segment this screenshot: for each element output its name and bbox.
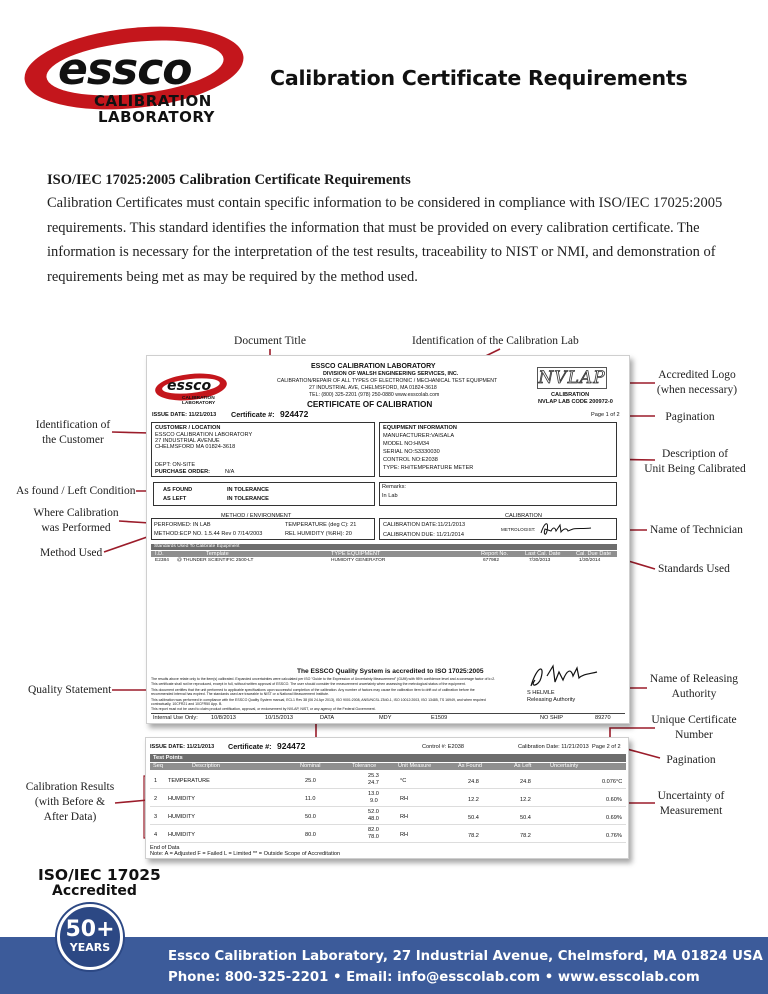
callout-description-unit <box>640 447 750 477</box>
callout-as-found: As found / Left Condition <box>16 485 136 497</box>
technician-signature <box>537 519 595 539</box>
standards-bar-label: Standards Used To Calibrate Equipment <box>154 544 240 549</box>
cert-number: 924472 <box>280 409 309 419</box>
row-uncertainty: 0.60% <box>606 797 622 803</box>
remarks-label: Remarks: <box>382 484 406 490</box>
row-description: TEMPERATURE <box>168 778 210 784</box>
std-col-id: I.D. <box>155 551 164 557</box>
internal-3: DATA <box>320 715 335 721</box>
cert-logo-word: essco <box>167 378 212 394</box>
row-unit: °C <box>400 778 407 784</box>
row-seq: 4 <box>154 832 158 838</box>
row-tolerance-high: 13.0 <box>368 791 379 797</box>
callout-accredited-logo-line1: Accredited Logo <box>658 369 736 381</box>
nvlap-logo: NVLAP <box>538 368 606 388</box>
row-as-found: 78.2 <box>468 833 479 839</box>
callout-releasing-authority <box>644 672 744 702</box>
std-template: @ THUNDER SCIENTIFIC 2500-LT <box>177 558 254 563</box>
row-seq: 1 <box>154 778 158 784</box>
intro-heading: ISO/IEC 17025:2005 Calibration Certificate Requirements <box>47 172 411 188</box>
internal-7: 89270 <box>595 715 611 721</box>
cert-services: CALIBRATION/REPAIR OF ALL TYPES OF ELECTRONIC / MECHANICAL TEST EQUIPMENT <box>277 378 498 384</box>
row-nominal: 80.0 <box>305 832 316 838</box>
logo-line-2: LABORATORY <box>98 108 215 126</box>
customer-line-3: CHELMSFORD MA 01824-3618 <box>155 444 236 450</box>
callout-unique-certificate-line2: Number <box>675 729 713 741</box>
row-as-found: 12.2 <box>468 797 479 803</box>
as-left-label: AS LEFT <box>163 496 187 502</box>
equipment-control: CONTROL NO:E2038 <box>383 457 438 463</box>
fifty-years-badge <box>57 904 123 970</box>
cert2-number-label: Certificate #: <box>228 742 272 751</box>
callout-accredited-logo <box>652 368 742 398</box>
logo-line-1: CALIBRATION <box>94 92 212 110</box>
quality-text-6: contractually, 10CFR21 and 10CFR50 App. B. <box>151 702 223 706</box>
condition-box <box>153 482 375 506</box>
method: METHOD:ECP NO. 1.5.44 Rev 0 7/14/2003 <box>154 531 263 537</box>
signer-name: S HELMLE <box>527 690 555 696</box>
callout-identification-lab: Identification of the Calibration Lab <box>412 335 579 347</box>
calibration-heading: CALIBRATION <box>505 513 542 519</box>
quality-text-5: This calibration was performed in compliance with the ESSCO Quality System manual, ECL1 Rev 38 (06 24 Apr 2013), ISO 9001:2008, ANSI/NCSL Z540-1, ISO 10012:2003, ISO 13485, TS 16949, and when required <box>151 698 486 702</box>
nvlap-code: NVLAP LAB CODE 200972-0 <box>538 399 613 405</box>
callout-quality-statement: Quality Statement <box>28 684 112 696</box>
cert2-cal-date: Calibration Date: 11/21/2013 <box>518 744 589 750</box>
test-points-bar <box>150 754 626 762</box>
metrologist-label: METROLOGIST: <box>501 527 536 532</box>
std-col-last: Last Cal. Date <box>525 551 561 557</box>
logo-word: essco <box>58 44 192 95</box>
callout-identification-customer-line2: the Customer <box>42 434 104 446</box>
nvlap-calibration: CALIBRATION <box>551 392 590 398</box>
customer-dept: DEPT: ON-SITE <box>155 462 196 468</box>
cert-division: DIVISION OF WALSH ENGINEERING SERVICES, INC. <box>323 371 459 377</box>
remarks-box <box>379 482 617 506</box>
calibration-date: CALIBRATION DATE:11/21/2013 <box>383 522 466 528</box>
table-row <box>150 790 626 807</box>
callout-identification-customer-line1: Identification of <box>35 419 111 431</box>
cert2-control: Control #: E2038 <box>422 744 464 750</box>
std-col-type: TYPE EQUIPMENT <box>331 551 381 557</box>
callout-identification-customer <box>28 418 118 448</box>
row-tolerance-high: 82.0 <box>368 827 379 833</box>
internal-2: 10/15/2013 <box>265 715 293 721</box>
customer-line-2: 27 INDUSTRIAL AVENUE <box>155 438 220 444</box>
purchase-order-label: PURCHASE ORDER: <box>155 469 211 475</box>
internal-6: NO SHIP <box>540 715 564 721</box>
equipment-model: MODEL NO:HM34 <box>383 441 430 447</box>
footer-contact: Phone: 800-325-2201 • Email: info@esscolab.com • www.esscolab.com <box>168 970 700 985</box>
row-tolerance-low: 24.7 <box>368 780 379 786</box>
col-as-left: As Left <box>514 763 532 769</box>
page-title: Calibration Certificate Requirements <box>270 66 688 90</box>
callout-document-title: Document Title <box>234 335 306 347</box>
cert2-issue-date: ISSUE DATE: 11/21/2013 <box>150 744 215 750</box>
callout-unique-certificate-line1: Unique Certificate <box>651 714 737 726</box>
table-row <box>150 808 626 825</box>
std-col-due: Cal. Due Date <box>576 551 612 557</box>
customer-line-1: ESSCO CALIBRATION LABORATORY <box>155 432 253 438</box>
row-tolerance-low: 48.0 <box>368 816 379 822</box>
callout-uncertainty <box>646 789 736 819</box>
as-left-value: IN TOLERANCE <box>227 496 269 502</box>
row-unit: RH <box>400 832 409 838</box>
badge-number: 50+ <box>65 917 115 942</box>
calibration-due: CALIBRATION DUE: 11/21/2014 <box>383 532 464 538</box>
col-unit: Unit Measure <box>398 763 432 769</box>
col-nominal: Nominal <box>300 763 321 769</box>
releasing-authority: Releasing Authority <box>527 697 576 703</box>
row-as-left: 24.8 <box>520 779 531 785</box>
row-as-left: 12.2 <box>520 797 531 803</box>
std-type: HUMIDITY GENERATOR <box>331 558 386 563</box>
row-description: HUMIDITY <box>168 832 196 838</box>
humidity: REL HUMIDITY (%RH): 20 <box>285 531 352 537</box>
cert-lab-name: ESSCO CALIBRATION LABORATORY <box>311 363 436 370</box>
row-nominal: 11.0 <box>305 796 316 802</box>
callout-releasing-authority-line1: Name of Releasing <box>649 673 739 685</box>
callout-releasing-authority-line2: Authority <box>671 688 717 700</box>
cert-pagination: Page 1 of 2 <box>591 412 620 418</box>
internal-1: 10/8/2013 <box>211 715 236 721</box>
certificate-page-1 <box>146 355 630 724</box>
row-nominal: 50.0 <box>305 814 316 820</box>
cert-logo-line-1: CALIBRATION <box>182 396 215 401</box>
table-row <box>150 772 626 789</box>
quality-text-3: This document certifies that the unit performed to applicable specifications upon successful completion of the calibration. Any number of factors may cause the calibration item to drift out of calibration before the <box>151 688 475 692</box>
quality-text-7: This report must not be used to claim product certification, approval, or endorsement by NVLAP, NIST, or any agency of the Federal Government. <box>151 707 376 711</box>
callout-where-calibration-line1: Where Calibration <box>33 507 119 519</box>
callout-description-unit-line1: Description of <box>661 448 729 460</box>
cert-logo-line-2: LABORATORY <box>182 401 216 406</box>
releasing-signature <box>525 662 605 692</box>
callout-description-unit-line2: Unit Being Calibrated <box>644 463 746 475</box>
callout-pagination-1: Pagination <box>665 411 715 423</box>
row-as-left: 50.4 <box>520 815 531 821</box>
cert2-number: 924472 <box>277 741 306 751</box>
std-id: E2384 <box>155 558 169 563</box>
quality-text-1: The results above relate only to the item(s) calibrated. Expanded uncertainties were calculated per ISO "Guide to the Expression of Uncertainty Measurement" (GUM) with 95% confidence level and a coverage factor of k=2. <box>151 677 496 681</box>
equipment-heading: EQUIPMENT INFORMATION <box>383 425 457 431</box>
std-col-report: Report No. <box>481 551 509 557</box>
cert-document-title: CERTIFICATE OF CALIBRATION <box>307 400 433 409</box>
row-as-left: 78.2 <box>520 833 531 839</box>
equipment-manufacturer: MANUFACTURER:VAISALA <box>383 433 455 439</box>
internal-5: E1509 <box>431 715 448 721</box>
row-uncertainty: 0.076°C <box>602 779 623 785</box>
internal-label: Internal Use Only: <box>153 715 198 721</box>
quality-title: The ESSCO Quality System is accredited to ISO 17025:2005 <box>297 668 484 675</box>
cert-address: 27 INDUSTRIAL AVE, CHELMSFORD, MA 01824-3618 <box>309 385 437 391</box>
callout-calibration-results-line3: After Data) <box>43 811 97 823</box>
std-last: 7/30/2013 <box>529 558 551 563</box>
accreditation-line-2: Accredited <box>52 883 137 899</box>
std-report: 677982 <box>483 558 500 563</box>
legend-note: Note: A = Adjusted F = Failed L = Limited ** = Outside Scope of Accreditation <box>150 851 341 857</box>
standards-bar <box>151 544 617 550</box>
callout-standards-used: Standards Used <box>658 563 730 575</box>
callout-uncertainty-line2: Measurement <box>659 805 723 817</box>
row-seq: 2 <box>154 796 158 802</box>
row-uncertainty: 0.76% <box>606 833 622 839</box>
col-description: Description <box>192 763 220 769</box>
internal-4: MDY <box>379 715 392 721</box>
callout-pagination-2: Pagination <box>666 754 716 766</box>
callout-uncertainty-line1: Uncertainty of <box>657 790 725 802</box>
test-points-columns <box>150 763 626 770</box>
row-nominal: 25.0 <box>305 778 316 784</box>
std-col-template: Template <box>206 551 229 557</box>
col-uncertainty: Uncertainty <box>550 763 579 769</box>
cert2-pagination: Page 2 of 2 <box>592 744 621 750</box>
callout-where-calibration <box>28 506 124 536</box>
row-tolerance-low: 9.0 <box>370 798 378 804</box>
callout-accredited-logo-line2: (when necessary) <box>656 384 738 396</box>
row-tolerance-low: 78.0 <box>368 834 379 840</box>
row-tolerance-high: 52.0 <box>368 809 379 815</box>
equipment-type: TYPE: RH/TEMPERATURE METER <box>383 465 474 471</box>
cert-phone: TEL: (800) 325-2201 (978) 250-0880 www.esscolab.com <box>309 392 440 398</box>
equipment-serial: SERIAL NO:S3330030 <box>383 449 440 455</box>
callout-name-technician: Name of Technician <box>650 524 743 536</box>
accreditation-line-1: ISO/IEC 17025 <box>38 866 161 884</box>
as-found-label: AS FOUND <box>163 487 193 493</box>
performed: PERFORMED: IN LAB <box>154 522 211 528</box>
customer-heading: CUSTOMER / LOCATION <box>155 425 221 431</box>
col-seq: Seq <box>153 763 163 769</box>
temperature: TEMPERATURE (deg C): 21 <box>285 522 357 528</box>
callout-where-calibration-line2: was Performed <box>41 522 111 534</box>
certificate-page-2 <box>145 737 629 859</box>
purchase-order-value: N/A <box>225 469 235 475</box>
callout-unique-certificate <box>644 713 744 743</box>
row-description: HUMIDITY <box>168 814 196 820</box>
as-found-value: IN TOLERANCE <box>227 487 269 493</box>
row-as-found: 50.4 <box>468 815 479 821</box>
cert-number-label: Certificate #: <box>231 410 275 419</box>
standards-columns <box>151 551 617 557</box>
method-heading: METHOD / ENVIRONMENT <box>221 513 292 519</box>
col-as-found: As Found <box>458 763 482 769</box>
std-due: 1/30/2014 <box>579 558 601 563</box>
essco-logo <box>24 22 252 134</box>
quality-text-4: recommended interval has expired. The standards used are traceable to NIST or a National Measurement Institute. <box>151 692 330 696</box>
row-unit: RH <box>400 796 409 802</box>
callout-method-used: Method Used <box>40 547 103 559</box>
badge-text: YEARS <box>69 941 111 954</box>
row-uncertainty: 0.69% <box>606 815 622 821</box>
intro-body: Calibration Certificates must contain specific information to be considered in compliance with ISO/IEC 17025:2005 requirements. This standard identifies the information that must be provided on every calibration certificate. The information is necessary for the interpretation of the test results, traceability to NIST or NMI, and demonstration of requirements being met as may be required by the method used. <box>47 195 723 285</box>
row-unit: RH <box>400 814 409 820</box>
col-tolerance: Tolerance <box>352 763 377 769</box>
row-seq: 3 <box>154 814 158 820</box>
end-of-data: End of Data <box>150 845 180 851</box>
callout-calibration-results-line1: Calibration Results <box>25 781 115 793</box>
callout-calibration-results-line2: (with Before & <box>34 796 106 808</box>
cert-issue-date: ISSUE DATE: 11/21/2013 <box>152 412 217 418</box>
row-tolerance-high: 25.3 <box>368 773 379 779</box>
row-description: HUMIDITY <box>168 796 196 802</box>
test-points-label: Test Points <box>153 755 183 761</box>
footer-address: Essco Calibration Laboratory, 27 Industrial Avenue, Chelmsford, MA 01824 USA <box>168 949 763 964</box>
quality-text-2: This certificate shall not be reproduced, except in full, without written approval of ESSCO. The user should consider the measurement uncertainty when assessing the metrological status of the equipment. <box>151 682 466 686</box>
callout-calibration-results <box>20 780 120 825</box>
table-row <box>150 826 626 843</box>
internal-divider <box>151 713 625 714</box>
row-as-found: 24.8 <box>468 779 479 785</box>
remarks-value: In Lab <box>382 493 398 499</box>
